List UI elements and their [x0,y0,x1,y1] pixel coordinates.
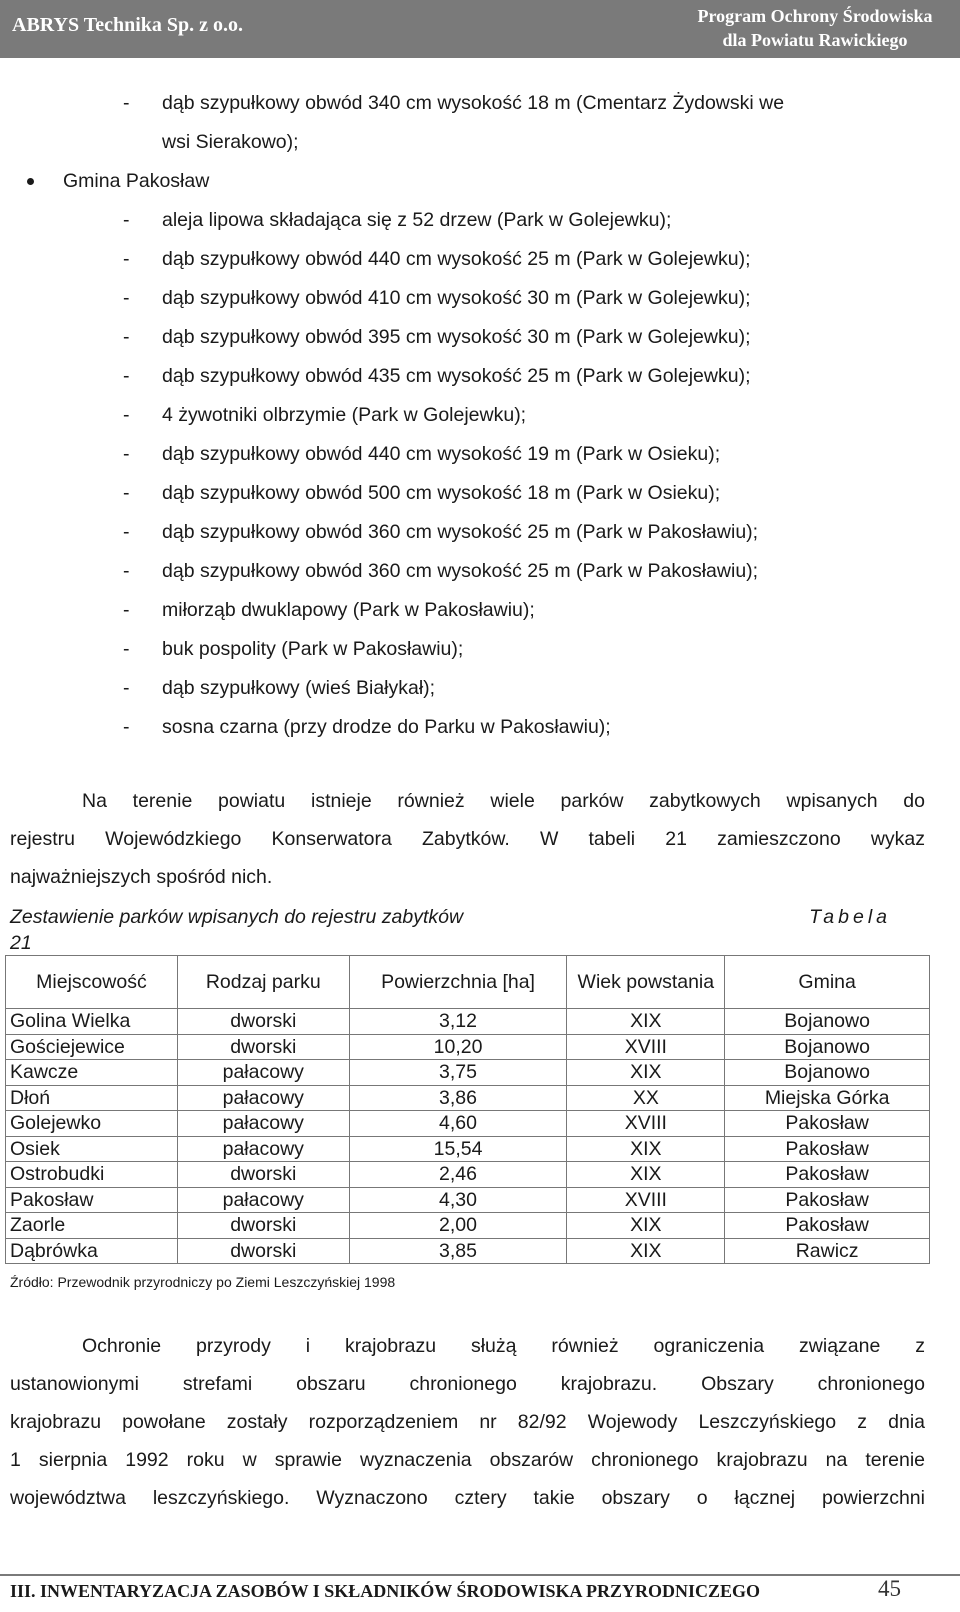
cell-area: 15,54 [349,1136,567,1162]
tree-list [0,84,960,747]
cell-area: 4,30 [349,1187,567,1213]
cell-commune: Bojanowo [725,1034,930,1060]
closing-paragraph-line: 1 sierpnia 1992 roku w sprawie wyznaczenia obszarów chronionego krajobrazu na terenie [10,1449,925,1471]
program-title-line2: dla Powiatu Rawickiego [722,30,908,50]
cell-commune: Pakosław [725,1111,930,1137]
intro-paragraph-line: Na terenie powiatu istnieje również wiele parków zabytkowych wpisanych do [82,790,925,812]
table-header-row [6,956,930,1009]
list-item-text: dąb szypułkowy obwód 500 cm wysokość 18 m (Park w Osieku); [162,482,721,504]
cell-age: XVIII [567,1111,725,1137]
cell-commune: Bojanowo [725,1009,930,1035]
dash-marker: - [123,209,130,231]
list-item [0,669,960,708]
dash-marker: - [123,560,130,582]
dash-marker: - [123,599,130,621]
cell-area: 10,20 [349,1034,567,1060]
list-item-text: buk pospolity (Park w Pakosławiu); [162,638,464,660]
cell-park-type: pałacowy [177,1060,349,1086]
cell-park-type: pałacowy [177,1136,349,1162]
list-item [0,240,960,279]
dash-marker: - [123,404,130,426]
table-row [6,1238,930,1264]
cell-locality: Kawcze [6,1060,178,1086]
cell-locality: Dłoń [6,1085,178,1111]
parks-table [5,955,930,1264]
cell-locality: Osiek [6,1136,178,1162]
table-row [6,1085,930,1111]
list-item [0,513,960,552]
header-cell-park-type: Rodzaj parku [177,956,349,1009]
cell-park-type: dworski [177,1213,349,1239]
table-row [6,1162,930,1188]
cell-age: XIX [567,1238,725,1264]
closing-paragraph-line: ustanowionymi strefami obszaru chronionego krajobrazu. Obszary chronionego [10,1373,925,1395]
list-item [0,84,960,123]
table-row [6,1213,930,1239]
cell-commune: Bojanowo [725,1060,930,1086]
dash-marker: - [123,248,130,270]
intro-paragraph [10,782,925,896]
table-row [6,1060,930,1086]
list-item [0,435,960,474]
list-item [0,552,960,591]
cell-age: XVIII [567,1187,725,1213]
program-title-line1: Program Ochrony Środowiska [697,6,933,26]
cell-commune: Rawicz [725,1238,930,1264]
page-header [0,0,960,58]
intro-paragraph-line: najważniejszych spośród nich. [10,866,273,888]
list-item-text: dąb szypułkowy obwód 440 cm wysokość 25 m (Park w Golejewku); [162,248,751,270]
table-row [6,1111,930,1137]
list-item [0,708,960,747]
dash-marker: - [123,365,130,387]
company-name: ABRYS Technika Sp. z o.o. [12,14,244,36]
list-item [0,474,960,513]
closing-paragraph-line: krajobrazu powołane zostały rozporządzeniem nr 82/92 Wojewody Leszczyńskiego z dnia [10,1411,925,1433]
dash-marker: - [123,716,130,738]
cell-locality: Pakosław [6,1187,178,1213]
list-item-text: wsi Sierakowo); [162,131,299,153]
table-caption-label: Tabela [809,906,891,928]
footer-divider [0,1574,960,1576]
table-caption-number: 21 [10,932,32,954]
cell-commune: Pakosław [725,1213,930,1239]
cell-locality: Dąbrówka [6,1238,178,1264]
cell-age: XIX [567,1136,725,1162]
cell-park-type: dworski [177,1162,349,1188]
cell-area: 2,00 [349,1213,567,1239]
cell-locality: Golina Wielka [6,1009,178,1035]
page-number: 45 [878,1576,901,1601]
dash-marker: - [123,287,130,309]
cell-commune: Miejska Górka [725,1085,930,1111]
list-item-text: aleja lipowa składająca się z 52 drzew (Park w Golejewku); [162,209,672,231]
intro-paragraph-line: rejestru Wojewódzkiego Konserwatora Zabytków. W tabeli 21 zamieszczono wykaz [10,828,925,850]
list-item-text: miłorząb dwuklapowy (Park w Pakosławiu); [162,599,535,621]
bullet-icon [27,178,34,185]
list-item-text: 4 żywotniki olbrzymie (Park w Golejewku); [162,404,527,426]
cell-park-type: pałacowy [177,1085,349,1111]
list-item [0,357,960,396]
cell-park-type: pałacowy [177,1111,349,1137]
dash-marker: - [123,521,130,543]
header-cell-age: Wiek powstania [567,956,725,1009]
footer-section-title: III. INWENTARYZACJA ZASOBÓW I SKŁADNIKÓW ŚRODOWISKA PRZYRODNICZEGO [10,1581,761,1601]
list-item-text: dąb szypułkowy obwód 395 cm wysokość 30 m (Park w Golejewku); [162,326,751,348]
list-item-text: dąb szypułkowy (wieś Białykał); [162,677,436,699]
cell-locality: Gościejewice [6,1034,178,1060]
cell-locality: Golejewko [6,1111,178,1137]
cell-locality: Ostrobudki [6,1162,178,1188]
table-row [6,1034,930,1060]
dash-marker: - [123,677,130,699]
list-item-text: dąb szypułkowy obwód 360 cm wysokość 25 m (Park w Pakosławiu); [162,560,759,582]
table-source: Źródło: Przewodnik przyrodniczy po Ziemi Leszczyńskiej 1998 [10,1274,396,1290]
dash-marker: - [123,638,130,660]
cell-area: 2,46 [349,1162,567,1188]
list-item [0,318,960,357]
cell-area: 3,85 [349,1238,567,1264]
dash-marker: - [123,326,130,348]
list-item [0,630,960,669]
cell-park-type: dworski [177,1238,349,1264]
cell-park-type: dworski [177,1009,349,1035]
header-cell-locality: Miejscowość [6,956,178,1009]
table-row [6,1009,930,1035]
cell-area: 3,75 [349,1060,567,1086]
list-item-text: sosna czarna (przy drodze do Parku w Pakosławiu); [162,716,611,738]
cell-age: XIX [567,1213,725,1239]
list-item [0,123,960,162]
list-item [0,396,960,435]
cell-age: XIX [567,1009,725,1035]
cell-area: 3,12 [349,1009,567,1035]
cell-park-type: pałacowy [177,1187,349,1213]
closing-paragraph-line: województwa leszczyńskiego. Wyznaczono cztery takie obszary o łącznej powierzchni [10,1487,925,1509]
list-item [0,591,960,630]
dash-marker: - [123,443,130,465]
closing-paragraph-line: Ochronie przyrody i krajobrazu służą również ograniczenia związane z [82,1335,925,1357]
table-body [6,1009,930,1264]
cell-commune: Pakosław [725,1162,930,1188]
header-cell-area: Powierzchnia [ha] [349,956,567,1009]
list-heading-item [0,162,960,201]
table-caption-title: Zestawienie parków wpisanych do rejestru zabytków [10,906,464,928]
cell-age: XVIII [567,1034,725,1060]
list-item [0,279,960,318]
cell-age: XX [567,1085,725,1111]
cell-commune: Pakosław [725,1136,930,1162]
cell-commune: Pakosław [725,1187,930,1213]
cell-locality: Zaorle [6,1213,178,1239]
list-item-text: dąb szypułkowy obwód 440 cm wysokość 19 m (Park w Osieku); [162,443,721,465]
program-title [680,4,950,52]
table-row [6,1187,930,1213]
cell-age: XIX [567,1060,725,1086]
cell-age: XIX [567,1162,725,1188]
cell-area: 4,60 [349,1111,567,1137]
dash-marker: - [123,92,130,114]
closing-paragraph [10,1327,925,1517]
cell-park-type: dworski [177,1034,349,1060]
header-cell-commune: Gmina [725,956,930,1009]
cell-area: 3,86 [349,1085,567,1111]
list-item-text: Gmina Pakosław [63,170,210,192]
list-item [0,201,960,240]
list-item-text: dąb szypułkowy obwód 340 cm wysokość 18 m (Cmentarz Żydowski we [162,92,785,114]
dash-marker: - [123,482,130,504]
list-item-text: dąb szypułkowy obwód 410 cm wysokość 30 m (Park w Golejewku); [162,287,751,309]
table-row [6,1136,930,1162]
list-item-text: dąb szypułkowy obwód 360 cm wysokość 25 m (Park w Pakosławiu); [162,521,759,543]
list-item-text: dąb szypułkowy obwód 435 cm wysokość 25 m (Park w Golejewku); [162,365,751,387]
